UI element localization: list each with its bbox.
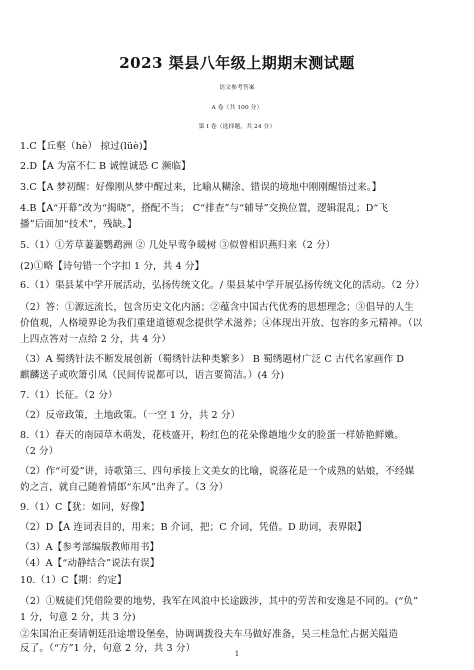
- answer-line: 上四点答对一点给 2 分，共 4 分）: [20, 334, 172, 345]
- answer-line: 8.（1）春天的南园草木萌发，花枝盛开，粉红色的花朵像趟地少女的脸蛋一样娇艳鲜嫩。: [20, 430, 404, 441]
- answer-line: （2）反帝政策，土地政策。（一空 1 分，共 2 分）: [20, 410, 241, 421]
- answer-line: （2）答：①源远流长，包含历史文化内涵；②蕴含中国古代优秀的思想理念；③倡导的人生: [20, 302, 414, 313]
- answer-line: ②朱国治正奏请朝廷沿途增设堡垒，协调调拨役夫车马做好准备，吴三桂急忙占据关隘造: [20, 629, 399, 640]
- page-title: 2023 渠县八年级上期期末测试题: [119, 54, 355, 72]
- answer-line: （2）D【A 连词表目的，用来；B 介词，把；C 介词，凭借。D 助词，表界限】: [20, 522, 367, 533]
- answer-line: 5.（1）①芳草萋萋鹦鹉洲 ② 几处早莺争暖树 ③似曾相识燕归来（2 分）: [20, 240, 336, 251]
- answer-line: （2 分）: [20, 446, 59, 457]
- answer-line: （2）作“可爱”讲，诗歌第三、四句承接上文美女的比喻，说落花是一个成熟的姑娘，不经媒: [20, 466, 415, 477]
- answer-line: 7.（1）长征。（2 分）: [20, 390, 118, 401]
- answer-line: 播”后面加“技术”，残缺。】: [20, 219, 137, 230]
- part-one-heading: 第 I 卷（选择题，共 24 分）: [198, 124, 276, 130]
- volume-a-heading: A 卷（共 100 分）: [211, 105, 263, 111]
- answer-line: （4）A【“动静结合”说法有误】: [20, 558, 160, 569]
- answer-line: 价值观，人格境界论为我们重建道德观念提供学术滋养；④体现出开放、包容的多元精神。（以: [20, 318, 423, 329]
- answer-line: 反了。（“方”1 分，句意 2 分，共 3 分）: [20, 643, 196, 654]
- answer-line: 2.D【A 为富不仁 B 诚惶诚恐 C 濒临】: [20, 161, 191, 172]
- answer-line: 3.C【A 梦初醒：好像刚从梦中醒过来，比喻从糊涂、错误的境地中刚刚醒悟过来。】: [20, 182, 382, 193]
- answer-line: 1 分，句意 2 分，共 3 分): [20, 612, 136, 623]
- answer-line: （2）①贼徒们凭借险要的地势，我军在风浪中长途跋涉，其中的劳苦和安逸是不同的。(“负”: [20, 596, 419, 607]
- page-number: 1: [234, 650, 240, 658]
- page-subtitle: 语文参考答案: [219, 85, 255, 91]
- answer-line: 4.B【A“开幕”改为“揭晓”，搭配不当； C“排查”与“辅导”交换位置，逻辑混乱；D“飞: [20, 203, 389, 214]
- answer-line: 10.（1）C【期：约定】: [20, 575, 127, 586]
- answer-line: 9.（1）C【犹：如同，好像】: [20, 502, 150, 513]
- answer-line: 麒麟送子或吹箫引凤（民间传说都可以，语言要简洁。）(4 分): [20, 370, 285, 381]
- answer-line: （3）A 蜀绣针法不断发展创新（蜀绣针法种类繁多） B 蜀绣题材广泛 C 古代名家画作 D: [20, 354, 405, 365]
- answer-line: (2)①略【诗句错一个字扣 1 分，共 4 分】: [20, 261, 205, 272]
- answer-line: 妁之言，就自己随着情郎“东风”出奔了。（3 分）: [20, 482, 229, 493]
- answer-line: 6.（1）渠县某中学开展活动，弘扬传统文化。/ 渠县某中学开展弘扬传统文化的活动。（2 分）: [20, 280, 425, 291]
- answer-line: 1.C【丘壑（hè） 掠过(lüè)】: [20, 141, 153, 152]
- answer-line: （3）A【参考部编版教师用书】: [20, 542, 160, 553]
